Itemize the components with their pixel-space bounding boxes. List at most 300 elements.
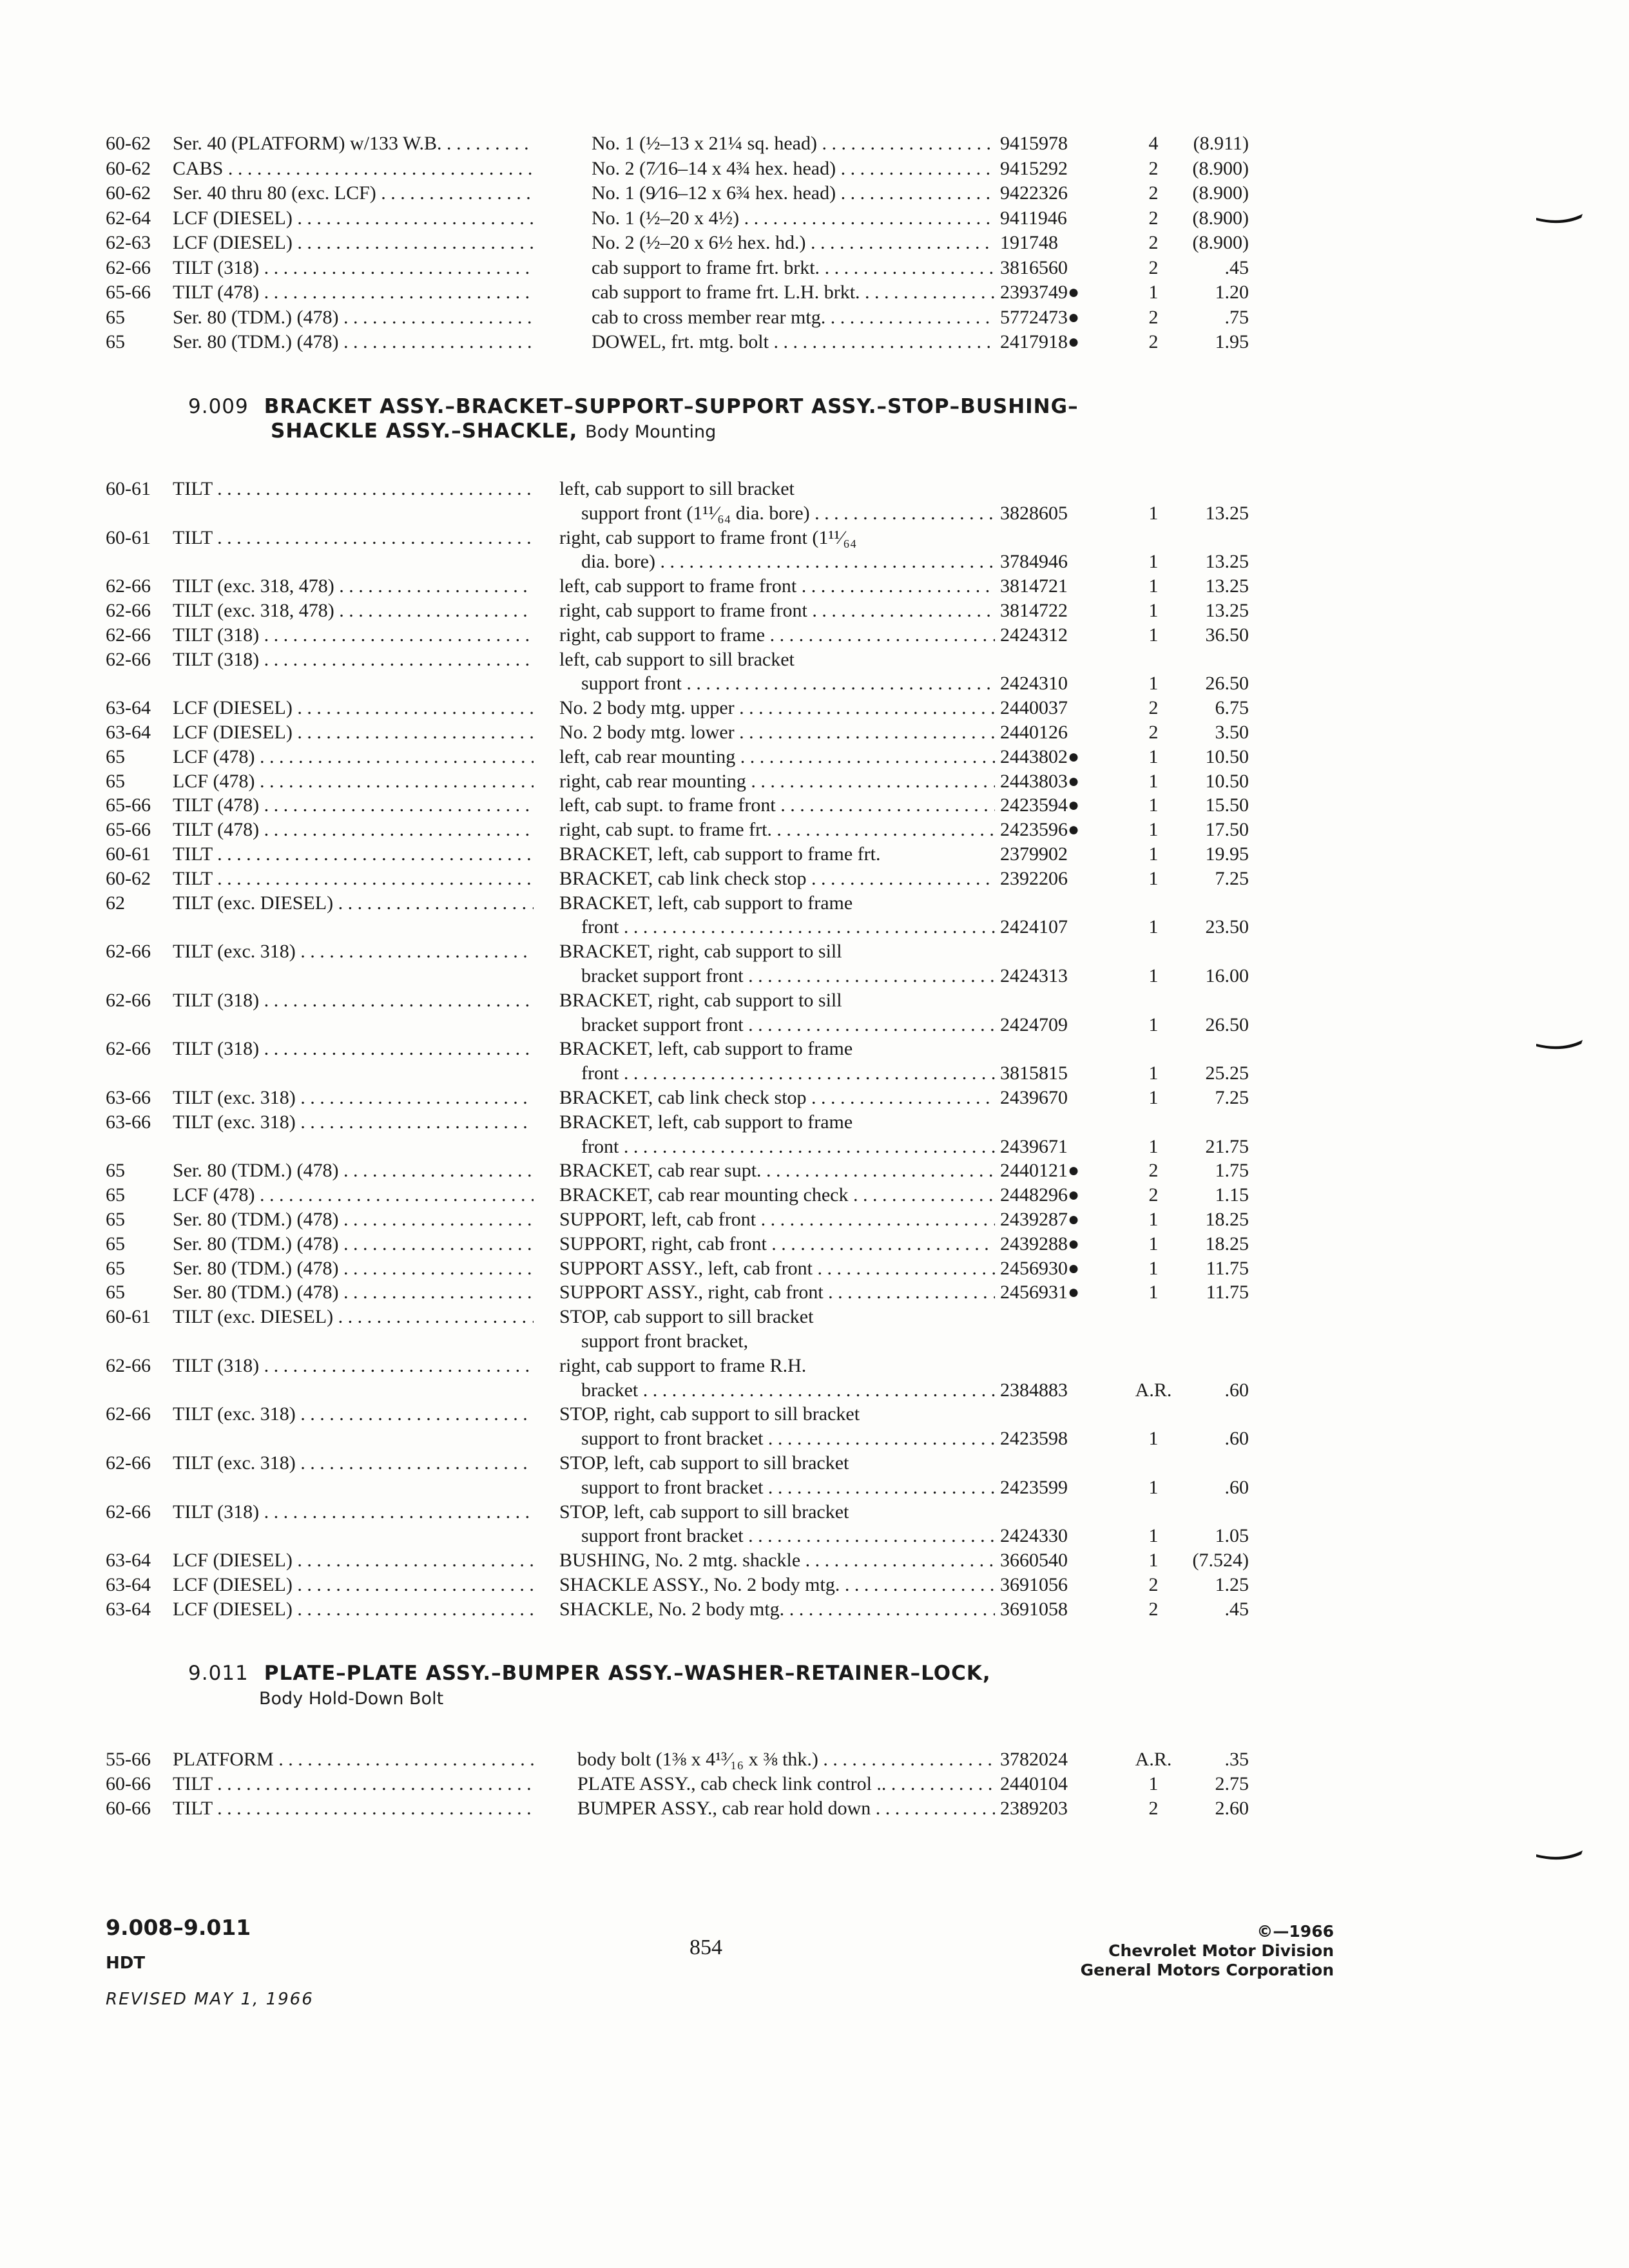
table-row — [0, 1354, 1629, 1378]
quantity: 1 — [1148, 1135, 1159, 1157]
part-number: 2424313 — [1000, 965, 1068, 986]
section-number: 9.011 — [188, 1662, 249, 1685]
part-description: body bolt (1⅜ x 4¹³⁄₁₆ x ⅜ thk.) . . . — [577, 1747, 995, 1772]
model-years: 63-64 — [106, 697, 151, 719]
table-row — [0, 256, 1629, 280]
price: 17.50 — [1205, 819, 1249, 841]
part-description: SHACKLE ASSY., No. 2 body mtg. . . . — [559, 1573, 995, 1597]
part-description: BRACKET, left, cab support to frame frt. — [559, 843, 881, 865]
part-number: 2423598 — [1000, 1428, 1068, 1450]
model-name: LCF (DIESEL) . . . — [173, 1597, 534, 1622]
part-number: 2424312 — [1000, 624, 1068, 646]
table-row — [0, 745, 1629, 769]
table-row — [0, 867, 1629, 891]
part-description: left, cab supt. to frame front . . . — [559, 793, 995, 818]
model-name: TILT (318) . . . — [173, 256, 534, 280]
price: (8.900) — [1192, 157, 1249, 179]
part-description: BRACKET, cab link check stop . . . — [559, 867, 995, 891]
part-number: 2440037 — [1000, 697, 1068, 719]
model-name: LCF (DIESEL) . . . — [173, 231, 534, 255]
part-number: 2456931● — [1000, 1282, 1080, 1303]
quantity: 2 — [1148, 1798, 1159, 1819]
price: 7.25 — [1215, 867, 1249, 889]
part-description: right, cab supt. to frame frt. . . . — [559, 818, 995, 842]
part-number: 2440104 — [1000, 1773, 1068, 1794]
table-row — [0, 915, 1629, 939]
price: 10.50 — [1205, 745, 1249, 767]
quantity: 1 — [1148, 965, 1159, 986]
table-row — [0, 1207, 1629, 1232]
quantity: 1 — [1148, 1062, 1159, 1084]
part-number: 9415292 — [1000, 157, 1068, 179]
table-row — [0, 1597, 1629, 1622]
part-number: 3784946 — [1000, 551, 1068, 573]
table-row — [0, 206, 1629, 231]
model-name: LCF (DIESEL) . . . — [173, 720, 534, 745]
model-name: LCF (DIESEL) . . . — [173, 696, 534, 720]
part-description: SUPPORT, right, cab front . . . — [559, 1232, 995, 1256]
model-name: TILT . . . — [173, 1796, 534, 1821]
quantity: 1 — [1148, 916, 1159, 938]
footer-copyright: ©—1966 — [1257, 1922, 1334, 1941]
model-years: 60-66 — [106, 1798, 151, 1819]
part-description: support to front bracket . . . — [581, 1427, 995, 1451]
part-number: 2423596● — [1000, 819, 1080, 841]
part-number: 5772473● — [1000, 306, 1080, 328]
section-heading-9-011 — [188, 1661, 991, 1686]
price: 1.75 — [1215, 1160, 1249, 1182]
binder-mark-icon — [1536, 1849, 1583, 1863]
model-name: TILT (exc. 318, 478) . . . — [173, 599, 534, 623]
model-name: TILT (exc. 318) . . . — [173, 1402, 534, 1427]
part-description: bracket support front . . . — [581, 1013, 995, 1037]
quantity: 2 — [1148, 306, 1159, 328]
model-years: 62-66 — [106, 1403, 151, 1425]
quantity: 1 — [1148, 1282, 1159, 1303]
model-years: 62-66 — [106, 624, 151, 646]
part-description: No. 2 body mtg. lower . . . — [559, 720, 995, 745]
binder-mark-icon — [1536, 1039, 1583, 1053]
table-row — [0, 671, 1629, 696]
model-years: 65 — [106, 1209, 125, 1230]
footer-revised-date: REVISED MAY 1, 1966 — [106, 1990, 314, 2009]
table-row — [0, 131, 1629, 156]
model-name: LCF (DIESEL) . . . — [173, 206, 534, 231]
model-name: TILT (exc. 318) . . . — [173, 939, 534, 964]
price: 26.50 — [1205, 673, 1249, 695]
part-description: support front . . . — [581, 671, 995, 696]
part-description: BRACKET, left, cab support to frame — [559, 1111, 853, 1133]
quantity: 1 — [1148, 794, 1159, 816]
price: 15.50 — [1205, 794, 1249, 816]
price: (8.900) — [1192, 232, 1249, 253]
part-description: No. 1 (9⁄16–12 x 6¾ hex. head) . . . — [592, 181, 995, 206]
table-row — [0, 574, 1629, 599]
table-row — [0, 1037, 1629, 1061]
part-description: cab support to frame frt. brkt. . . . — [592, 256, 995, 280]
table-row — [0, 988, 1629, 1013]
model-years: 65 — [106, 1233, 125, 1254]
part-description: PLATE ASSY., cab check link control .. . . . — [577, 1772, 995, 1796]
quantity: 2 — [1148, 207, 1159, 229]
model-name: TILT . . . — [173, 526, 534, 550]
part-description: left, cab support to sill bracket — [559, 478, 795, 499]
part-number: 3814722 — [1000, 600, 1068, 621]
section-number: 9.009 — [188, 395, 249, 418]
table-row — [0, 1378, 1629, 1403]
model-name: Ser. 80 (TDM.) (478) . . . — [173, 1232, 534, 1256]
part-number: 2389203 — [1000, 1798, 1068, 1819]
model-name: LCF (DIESEL) . . . — [173, 1573, 534, 1597]
part-description: SUPPORT ASSY., right, cab front . . . — [559, 1280, 995, 1305]
part-description: BRACKET, left, cab support to frame — [559, 1038, 853, 1060]
table-row — [0, 696, 1629, 720]
quantity: 1 — [1148, 624, 1159, 646]
quantity: 2 — [1148, 1184, 1159, 1206]
part-description: front . . . — [581, 1135, 995, 1159]
model-years: 60-62 — [106, 157, 151, 179]
part-description: right, cab support to frame front (1¹¹⁄₆₄ — [559, 526, 857, 548]
model-years: 65-66 — [106, 282, 151, 303]
table-row — [0, 769, 1629, 794]
model-name: Ser. 80 (TDM.) (478) . . . — [173, 1207, 534, 1232]
table-row — [0, 1305, 1629, 1329]
model-years: 62-66 — [106, 256, 151, 278]
table-row — [0, 793, 1629, 818]
table-row — [0, 1329, 1629, 1354]
model-name: CABS . . . — [173, 157, 534, 181]
model-years: 65 — [106, 1257, 125, 1279]
part-description: BRACKET, right, cab support to sill — [559, 989, 842, 1011]
model-name: LCF (DIESEL) . . . — [173, 1548, 534, 1573]
model-name: TILT (exc. 318, 478) . . . — [173, 574, 534, 599]
table-row — [0, 280, 1629, 305]
model-years: 60-61 — [106, 526, 151, 548]
quantity: A.R. — [1135, 1749, 1172, 1770]
price: .60 — [1224, 1428, 1249, 1450]
model-years: 62-64 — [106, 207, 151, 229]
page-number: 854 — [689, 1936, 722, 1959]
model-years: 60-61 — [106, 843, 151, 865]
model-years: 62-66 — [106, 989, 151, 1011]
model-name: TILT (318) . . . — [173, 1037, 534, 1061]
part-description: right, cab support to frame . . . — [559, 623, 995, 648]
price: 36.50 — [1205, 624, 1249, 646]
model-name: TILT (318) . . . — [173, 623, 534, 648]
part-number: 2439287● — [1000, 1209, 1080, 1230]
model-name: Ser. 80 (TDM.) (478) . . . — [173, 1280, 534, 1305]
table-row — [0, 818, 1629, 842]
price: .35 — [1224, 1749, 1249, 1770]
price: 13.25 — [1205, 502, 1249, 524]
table-row — [0, 939, 1629, 964]
quantity: 2 — [1148, 157, 1159, 179]
model-years: 60-62 — [106, 182, 151, 204]
part-description: BUSHING, No. 2 mtg. shackle . . . — [559, 1548, 995, 1573]
part-number: 3660540 — [1000, 1550, 1068, 1571]
price: 1.95 — [1215, 331, 1249, 352]
model-name: TILT (478) . . . — [173, 793, 534, 818]
quantity: 2 — [1148, 1598, 1159, 1620]
price: (7.524) — [1192, 1550, 1249, 1571]
price: 18.25 — [1205, 1209, 1249, 1230]
price: .45 — [1224, 1598, 1249, 1620]
part-description: BRACKET, cab link check stop . . . — [559, 1086, 995, 1110]
part-description: No. 2 (7⁄16–14 x 4¾ hex. head) . . . — [592, 157, 995, 181]
part-number: 2424709 — [1000, 1014, 1068, 1035]
price: 1.25 — [1215, 1574, 1249, 1595]
price: 23.50 — [1205, 916, 1249, 938]
table-row — [0, 1280, 1629, 1305]
section-heading-9-009 — [188, 394, 1079, 419]
part-number: 2424330 — [1000, 1525, 1068, 1547]
table-row — [0, 1135, 1629, 1159]
table-row — [0, 1086, 1629, 1110]
model-years: 60-61 — [106, 1306, 151, 1328]
price: 13.25 — [1205, 600, 1249, 621]
table-row — [0, 1183, 1629, 1207]
quantity: 2 — [1148, 1574, 1159, 1595]
table-row — [0, 1402, 1629, 1427]
table-row — [0, 1256, 1629, 1281]
model-name: TILT (exc. 318) . . . — [173, 1451, 534, 1475]
part-number: 2392206 — [1000, 867, 1068, 889]
model-years: 65 — [106, 1184, 125, 1206]
model-name: LCF (478) . . . — [173, 745, 534, 769]
price: 19.95 — [1205, 843, 1249, 865]
table-row — [0, 1158, 1629, 1183]
part-number: 3828605 — [1000, 502, 1068, 524]
part-description: bracket support front . . . — [581, 964, 995, 988]
quantity: 1 — [1148, 819, 1159, 841]
part-description: front . . . — [581, 915, 995, 939]
price: (8.900) — [1192, 207, 1249, 229]
part-description: right, cab rear mounting . . . — [559, 769, 995, 794]
model-name: TILT . . . — [173, 1772, 534, 1796]
model-years: 65-66 — [106, 819, 151, 841]
model-years: 62-66 — [106, 1038, 151, 1060]
quantity: 1 — [1148, 1773, 1159, 1794]
table-row — [0, 720, 1629, 745]
model-name: TILT (478) . . . — [173, 818, 534, 842]
quantity: 1 — [1148, 600, 1159, 621]
price: 1.05 — [1215, 1525, 1249, 1547]
part-description: STOP, left, cab support to sill bracket — [559, 1452, 849, 1474]
part-description: support front bracket . . . — [581, 1524, 995, 1548]
price: 1.20 — [1215, 282, 1249, 303]
part-number: 2439671 — [1000, 1135, 1068, 1157]
model-name: TILT (318) . . . — [173, 1354, 534, 1378]
part-description: No. 2 body mtg. upper . . . — [559, 696, 995, 720]
quantity: 1 — [1148, 1209, 1159, 1230]
table-row — [0, 526, 1629, 550]
quantity: 1 — [1148, 1525, 1159, 1547]
part-description: dia. bore) . . . — [581, 550, 995, 574]
part-number: 2448296● — [1000, 1184, 1080, 1206]
model-name: PLATFORM . . . — [173, 1747, 534, 1772]
price: 25.25 — [1205, 1062, 1249, 1084]
model-years: 65 — [106, 1160, 125, 1182]
table-row — [0, 599, 1629, 623]
model-years: 65 — [106, 745, 125, 767]
model-years: 65 — [106, 770, 125, 792]
part-number: 2423594● — [1000, 794, 1080, 816]
table-row — [0, 1013, 1629, 1037]
part-description: SHACKLE, No. 2 body mtg. . . . — [559, 1597, 995, 1622]
model-years: 62-66 — [106, 1452, 151, 1474]
part-description: STOP, left, cab support to sill bracket — [559, 1501, 849, 1523]
model-years: 63-64 — [106, 1598, 151, 1620]
part-number: 2443803● — [1000, 770, 1080, 792]
part-description: DOWEL, frt. mtg. bolt . . . — [592, 330, 995, 354]
quantity: 1 — [1148, 1014, 1159, 1035]
quantity: 1 — [1148, 673, 1159, 695]
quantity: 2 — [1148, 232, 1159, 253]
model-name: LCF (478) . . . — [173, 1183, 534, 1207]
table-row — [0, 1110, 1629, 1135]
part-description: No. 2 (½–20 x 6½ hex. hd.) . . . — [592, 231, 995, 255]
table-row — [0, 501, 1629, 526]
quantity: 1 — [1148, 502, 1159, 524]
table-row — [0, 1061, 1629, 1086]
model-years: 62-66 — [106, 1354, 151, 1376]
model-years: 63-64 — [106, 1574, 151, 1595]
footer-division-code: HDT — [106, 1954, 146, 1973]
model-name: TILT (318) . . . — [173, 1500, 534, 1524]
part-description: support front (1¹¹⁄₆₄ dia. bore) . . . — [581, 501, 995, 526]
quantity: 1 — [1148, 1087, 1159, 1108]
part-number: 2424310 — [1000, 673, 1068, 695]
price: 13.25 — [1205, 551, 1249, 573]
model-years: 65 — [106, 1282, 125, 1303]
model-years: 62-66 — [106, 648, 151, 670]
model-name: Ser. 40 (PLATFORM) w/133 W.B. . . . . — [173, 131, 534, 156]
price: 11.75 — [1206, 1257, 1249, 1279]
part-number: 9422326 — [1000, 182, 1068, 204]
table-row — [0, 1747, 1629, 1772]
table-row — [0, 1232, 1629, 1256]
model-years: 60-62 — [106, 867, 151, 889]
part-description: No. 1 (½–20 x 4½) . . . — [592, 206, 995, 231]
part-description: cab support to frame frt. L.H. brkt. . . . — [592, 280, 995, 305]
price: (8.900) — [1192, 182, 1249, 204]
model-years: 63-66 — [106, 1111, 151, 1133]
part-description: right, cab support to frame R.H. — [559, 1354, 807, 1376]
table-row — [0, 648, 1629, 672]
model-name: TILT . . . — [173, 867, 534, 891]
part-description: BRACKET, cab rear supt. . . . — [559, 1158, 995, 1183]
quantity: 2 — [1148, 256, 1159, 278]
part-description: support front bracket, — [581, 1331, 749, 1352]
table-row — [0, 1451, 1629, 1475]
part-number: 2443802● — [1000, 745, 1080, 767]
footer-corp-line-1: Chevrolet Motor Division — [1108, 1941, 1334, 1960]
part-number: 3782024 — [1000, 1749, 1068, 1770]
part-description: left, cab support to sill bracket — [559, 648, 795, 670]
quantity: 1 — [1148, 1233, 1159, 1254]
section-subtitle-small: Body Hold-Down Bolt — [259, 1689, 444, 1709]
table-row — [0, 1772, 1629, 1796]
part-description: STOP, right, cab support to sill bracket — [559, 1403, 860, 1425]
table-row — [0, 330, 1629, 354]
binder-mark-icon — [1536, 213, 1583, 227]
model-name: Ser. 80 (TDM.) (478) . . . — [173, 1158, 534, 1183]
table-row — [0, 157, 1629, 181]
part-number: 9415978 — [1000, 133, 1068, 154]
model-name: Ser. 80 (TDM.) (478) . . . — [173, 305, 534, 330]
price: .45 — [1224, 256, 1249, 278]
part-number: 3816560 — [1000, 256, 1068, 278]
model-years: 60-61 — [106, 478, 151, 499]
model-years: 65 — [106, 306, 125, 328]
table-row — [0, 964, 1629, 988]
section-subtitle-small: Body Mounting — [585, 422, 717, 442]
price: 2.75 — [1215, 1773, 1249, 1794]
model-years: 63-64 — [106, 722, 151, 743]
model-years: 62-63 — [106, 232, 151, 253]
part-description: No. 1 (½–13 x 21¼ sq. head) . . . — [592, 131, 995, 156]
model-name: Ser. 80 (TDM.) (478) . . . — [173, 1256, 534, 1281]
model-years: 62-66 — [106, 575, 151, 597]
part-number: 2440121● — [1000, 1160, 1080, 1182]
model-name: TILT (318) . . . — [173, 648, 534, 672]
part-number: 2439288● — [1000, 1233, 1080, 1254]
section-title: PLATE–PLATE ASSY.–BUMPER ASSY.–WASHER–RETAINER–LOCK, — [264, 1662, 991, 1685]
model-name: TILT (exc. 318) . . . — [173, 1110, 534, 1135]
model-years: 62-66 — [106, 600, 151, 621]
model-years: 60-62 — [106, 133, 151, 154]
part-number: 2456930● — [1000, 1257, 1080, 1279]
model-years: 55-66 — [106, 1749, 151, 1770]
part-description: left, cab support to frame front . . . — [559, 574, 995, 599]
table-row — [0, 550, 1629, 574]
model-name: TILT (478) . . . — [173, 280, 534, 305]
price: 13.25 — [1205, 575, 1249, 597]
part-number: 3815815 — [1000, 1062, 1068, 1084]
table-row — [0, 1573, 1629, 1597]
part-number: 2384883 — [1000, 1379, 1068, 1401]
price: 16.00 — [1205, 965, 1249, 986]
table-row — [0, 1427, 1629, 1451]
section-subtitle: SHACKLE ASSY.–SHACKLE, — [271, 419, 578, 443]
table-row — [0, 181, 1629, 206]
quantity: 1 — [1148, 575, 1159, 597]
section-title: BRACKET ASSY.–BRACKET–SUPPORT–SUPPORT ASSY.–STOP–BUSHING– — [264, 395, 1079, 418]
table-row — [0, 1796, 1629, 1821]
part-description: cab to cross member rear mtg. . . . — [592, 305, 995, 330]
part-description: BRACKET, cab rear mounting check . . . — [559, 1183, 995, 1207]
section-subheading-9-009 — [271, 419, 716, 445]
footer-section-range: 9.008–9.011 — [106, 1915, 251, 1940]
price: .60 — [1224, 1379, 1249, 1401]
quantity: 1 — [1148, 551, 1159, 573]
part-description: SUPPORT ASSY., left, cab front . . . — [559, 1256, 995, 1281]
quantity: 1 — [1148, 745, 1159, 767]
price: (8.911) — [1193, 133, 1249, 154]
price: 6.75 — [1215, 697, 1249, 719]
quantity: 1 — [1148, 867, 1159, 889]
quantity: 1 — [1148, 770, 1159, 792]
part-number: 2440126 — [1000, 722, 1068, 743]
table-row — [0, 477, 1629, 501]
model-years: 65 — [106, 331, 125, 352]
quantity: 2 — [1148, 722, 1159, 743]
part-description: right, cab support to frame front . . . — [559, 599, 995, 623]
part-description: support to front bracket . . . — [581, 1475, 995, 1500]
price: .75 — [1224, 306, 1249, 328]
model-name: TILT (318) . . . — [173, 988, 534, 1013]
part-description: STOP, cab support to sill bracket — [559, 1306, 814, 1328]
